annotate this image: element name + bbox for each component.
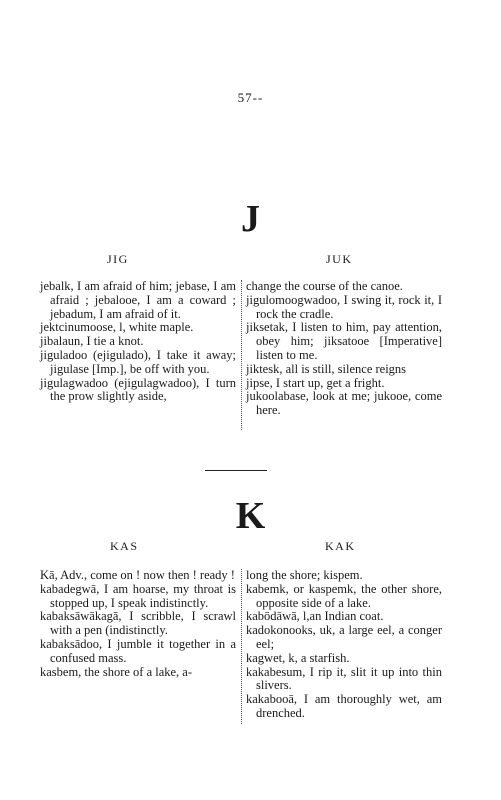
entry: kabaksādoo, I jumble it together in a confused mass.	[40, 636, 236, 665]
section-letter-j: J	[241, 198, 260, 240]
guide-word-left: JIG	[107, 252, 129, 266]
entry: jipse, I start up, get a fright.	[246, 375, 385, 390]
entry: jektcinumoose, l, white maple.	[40, 320, 194, 335]
page-number: 57--	[237, 90, 264, 105]
entry: kakabesum, I rip it, slit it up into thin slivers.	[246, 664, 442, 693]
entry: jibalaun, I tie a knot.	[40, 334, 144, 349]
entry: kakabooā, I am thoroughly wet, am drenched.	[246, 692, 442, 720]
guide-word-right: JUK	[326, 252, 353, 266]
entry: jigulagwadoo (ejigulagwadoo), I turn the prow slightly aside,	[40, 375, 236, 404]
section-rule	[205, 470, 267, 471]
section-letter-k: K	[235, 495, 266, 537]
entry: kasbem, the shore of a lake, a-	[40, 664, 193, 679]
column-divider	[241, 280, 242, 430]
entry: kabemk, or kaspemk, the other shore, opposite side of a lake.	[246, 581, 442, 610]
entry: jukoolabase, look at me; jukooe, come here.	[246, 389, 442, 418]
entry: jebalk, I am afraid of him; jebase, I am afraid ; jebalooe, I am a coward ; jebadum, I am afraid of it.	[40, 279, 236, 321]
column-left-j	[40, 280, 236, 404]
column-divider	[241, 569, 242, 724]
entry: kagwet, k, a starfish.	[246, 650, 350, 665]
entry: change the course of the canoe.	[246, 279, 403, 293]
guide-word-right: KAK	[325, 539, 356, 553]
entry: kabōdāwā, l,an Indian coat.	[246, 609, 384, 624]
entry: Kā, Adv., come on ! now then ! ready !	[40, 568, 235, 582]
entry: jiktesk, all is still, silence reigns	[246, 361, 407, 376]
entry: jiksetak, I listen to him, pay attention, obey him; jiksatooe [Imperative] listen to me.	[246, 320, 442, 362]
entry: kadokonooks, uk, a large eel, a conger eel;	[246, 623, 442, 651]
column-right-k	[246, 569, 442, 721]
entry: long the shore; kispem.	[246, 568, 363, 582]
entry: kabadegwā, I am hoarse, my throat is stopped up, I speak indistinctly.	[40, 581, 236, 610]
column-left-k	[40, 569, 236, 679]
entry: jigulomoogwadoo, I swing it, rock it, I rock the cradle.	[246, 292, 442, 321]
entry: jiguladoo (ejigulado), I take it away; jigulase [Imp.], be off with you.	[40, 347, 236, 376]
guide-word-left: KAS	[110, 539, 139, 553]
column-right-j	[246, 280, 442, 418]
entry: kabaksāwākagā, I scribble, I scrawl with a pen (indistinctly.	[40, 609, 236, 638]
